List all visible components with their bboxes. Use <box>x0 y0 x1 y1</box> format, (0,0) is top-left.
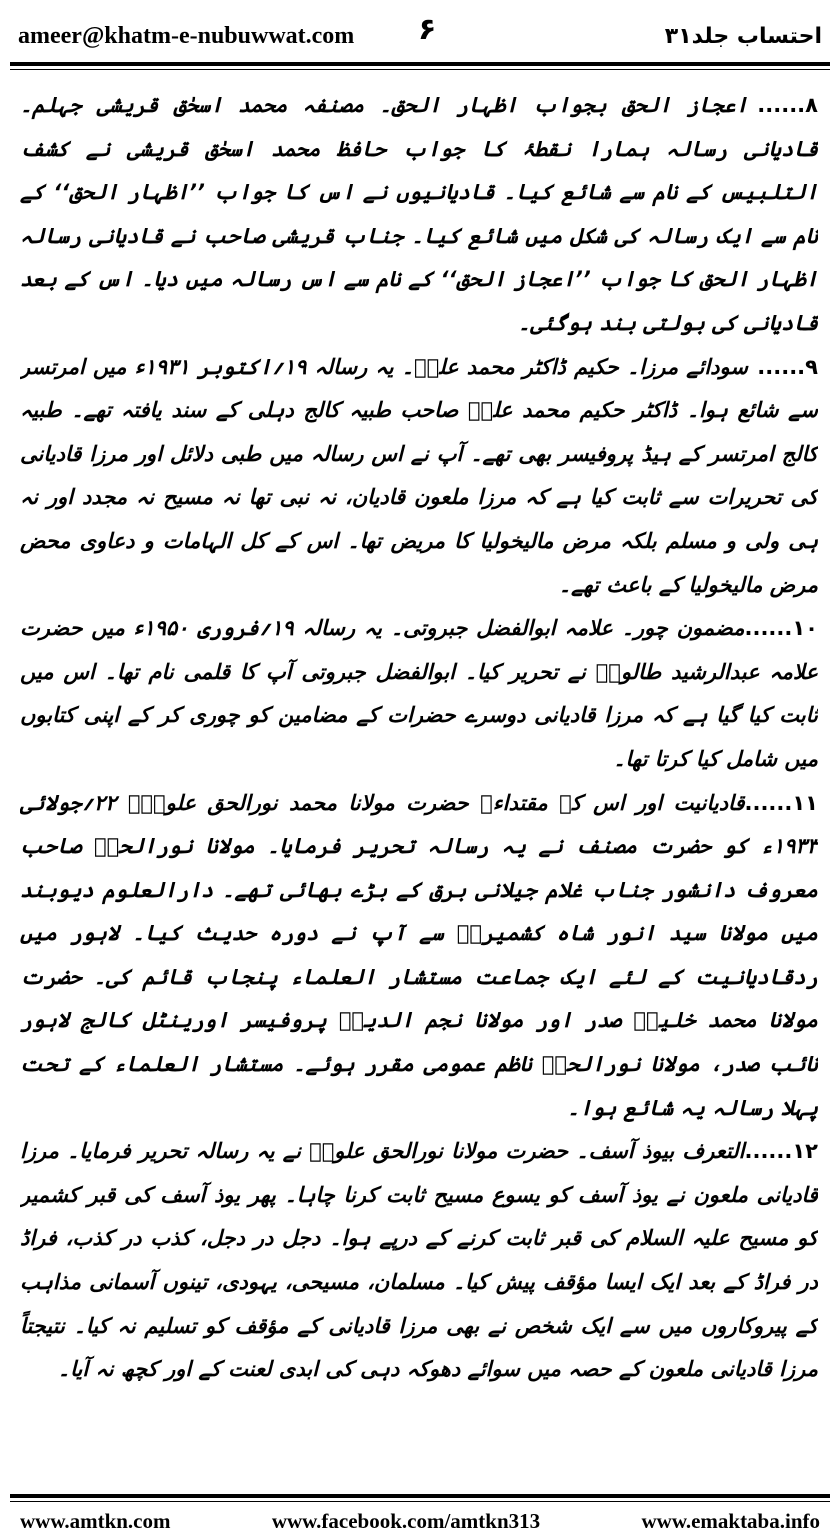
entry-text: مضمون چور۔ علامہ ابوالفضل جبروتی۔ یہ رسالہ ۱۹؍فروری ۱۹۵۰ء میں حضرت علامہ عبدالرشید طالوتؒ نے تحریر کیا۔ ابوالفضل جبروتی آپ کا قلمی نام تھا۔ اس میں ثابت کیا گیا ہے کہ مرزا قادیانی دوسرے حضرات کے مضامین کو چوری کر کے اپنی کتابوں میں شامل کیا کرتا تھا۔ <box>20 616 818 771</box>
entry-number: ۱۲...... <box>744 1139 818 1164</box>
entry-10 <box>20 607 818 781</box>
header-rule-thin <box>10 69 830 70</box>
entry-9 <box>20 346 818 608</box>
entry-number: ۸...... <box>757 93 818 117</box>
entry-text: قادیانیت اور اس کے مقتداء۔ حضرت مولانا محمد نورالحق علویؒ۔ ۲۲؍جولائی ۱۹۳۳ء کو حضرت مصنف نے یہ رسالہ تحریر فرمایا۔ مولانا نورالحقؒ صاحب معروف دانشور جناب غلام جیلانی برق کے بڑے بھائی تھے۔ دارالعلوم دیوبند میں مولانا سید انور شاہ کشمیریؒ سے آپ نے دورہ حدیث کیا۔ لاہور میں ردقادیانیت کے لئے ایک جماعت مستشار العلماء پنجاب قائم کی۔ حضرت مولانا محمد خلیلؒ صدر اور مولانا نجم الدینؒ پروفیسر اورینٹل کالج لاہور نائب صدر، مولانا نورالحقؒ ناظم عمومی مقرر ہوئے۔ مستشار العلماء کے تحت پہلا رسالہ یہ شائع ہوا۔ <box>20 790 818 1120</box>
footer-rule-thick <box>10 1494 830 1498</box>
entry-text: التعرف بیوذ آسف۔ حضرت مولانا نورالحق علویؒ نے یہ رسالہ تحریر فرمایا۔ مرزا قادیانی ملعون نے یوذ آسف کو یسوع مسیح ثابت کرنا چاہا۔ پھر یوذ آسف کی قبر کشمیر کو مسیح علیہ السلام کی قبر ثابت کرنے کے درپے ہوا۔ دجل در دجل، کذب در کذب، فراڈ در فراڈ کے بعد ایک ایسا مؤقف پیش کیا۔ مسلمان، مسیحی، یہودی، تینوں آسمانی مذاہب کے پیروکاروں میں سے ایک شخص نے بھی مرزا قادیانی کے مؤقف کو تسلیم نہ کیا۔ نتیجتاً مرزا قادیانی ملعون کے حصہ میں سوائے دھوکہ دہی کی ابدی لعنت کے اور کچھ نہ آیا۔ <box>20 1139 818 1382</box>
footer-link-emaktaba[interactable]: www.emaktaba.info <box>641 1508 820 1533</box>
page-body <box>20 84 818 1479</box>
footer-link-facebook[interactable]: www.facebook.com/amtkn313 <box>271 1508 541 1533</box>
footer-rule-thin <box>10 1501 830 1502</box>
entry-number: ۱۰...... <box>744 616 818 641</box>
entry-11 <box>20 782 818 1131</box>
footer-link-amtkn[interactable]: www.amtkn.com <box>20 1508 171 1533</box>
entry-number: ۹...... <box>757 354 818 379</box>
entry-12 <box>20 1130 818 1392</box>
entry-8 <box>20 84 818 346</box>
book-title: احتساب جلد۳۱ <box>664 23 822 49</box>
header-rule-thick <box>10 62 830 66</box>
header-email[interactable]: ameer@khatm-e-nubuwwat.com <box>18 22 355 49</box>
entry-number: ۱۱...... <box>744 790 818 815</box>
entry-text: سودائے مرزا۔ حکیم ڈاکٹر محمد علیؒ۔ یہ رسالہ ۱۹؍اکتوبر ۱۹۳۱ء میں امرتسر سے شائع ہوا۔ ڈاکٹر حکیم محمد علیؒ صاحب طبیہ کالج دہلی کے سند یافتہ تھے۔ طبیہ کالج امرتسر کے ہیڈ پروفیسر بھی تھے۔ آپ نے اس رسالہ میں طبی دلائل اور مرزا قادیانی کی تحریرات سے ثابت کیا ہے کہ مرزا ملعون قادیان، نہ نبی تھا نہ مسیح نہ مجدد اور نہ ہی ولی و مسلم بلکہ مرض مالیخولیا کا مریض تھا۔ اس کے کل الہامات و دعاوی محض مرض مالیخولیا کے باعث تھے۔ <box>20 354 818 597</box>
entry-text: اعجاز الحق بجواب اظہار الحق۔ مصنفہ محمد اسحٰق قریشی جہلم۔ قادیانی رسالہ ہمارا نقطۂ کا جواب حافظ محمد اسحٰق قریشی نے کشف التلبیس کے نام سے شائع کیا۔ قادیانیوں نے اس کا جواب ’’اظہار الحق‘‘ کے نام سے ایک رسالہ کی شکل میں شائع کیا۔ جناب قریشی صاحب نے قادیانی رسالہ اظہار الحق کا جواب ’’اعجاز الحق‘‘ کے نام سے اس رسالہ میں دیا۔ اس کے بعد قادیانی کی بولتی بند ہوگئی۔ <box>20 93 818 335</box>
page-header <box>18 14 822 58</box>
page-footer <box>20 1504 820 1538</box>
page-number: ۶ <box>418 12 437 47</box>
